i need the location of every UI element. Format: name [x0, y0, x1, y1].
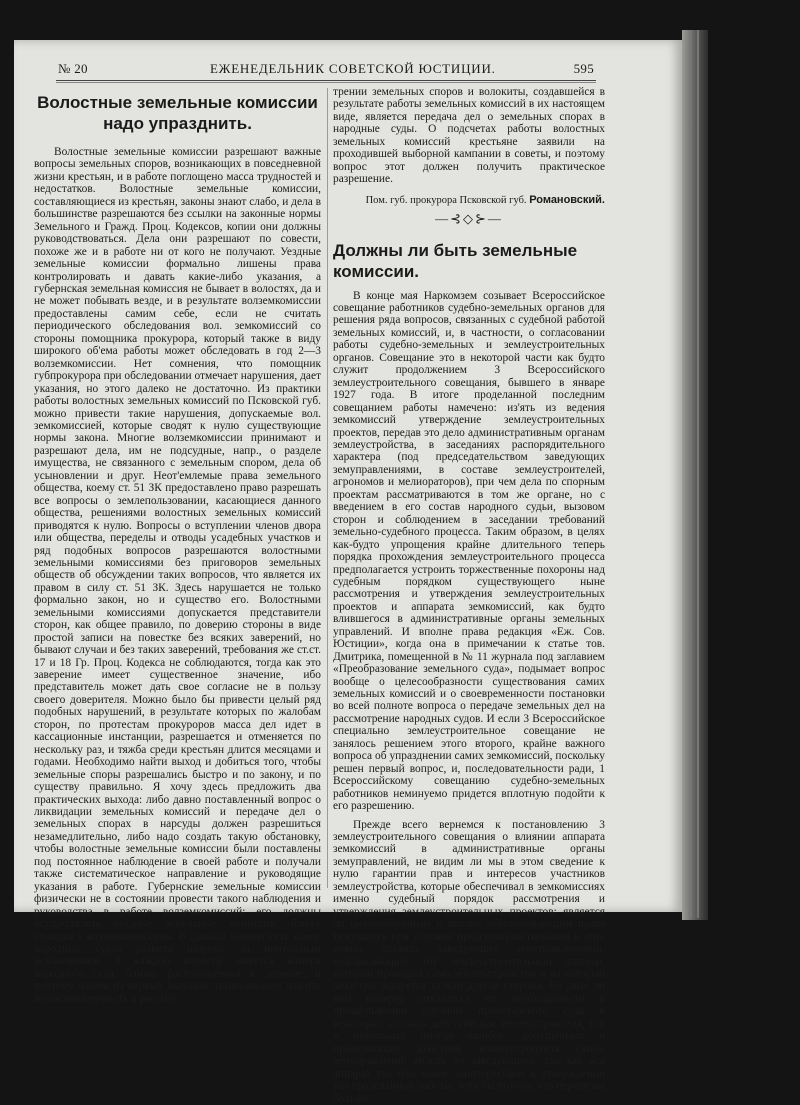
- page-edge-line: [690, 30, 692, 918]
- journal-title: ЕЖЕНЕДЕЛЬНИК СОВЕТСКОЙ ЮСТИЦИИ.: [210, 61, 496, 76]
- right-column: [333, 86, 605, 1105]
- column-divider: [327, 88, 328, 888]
- section-ornament: —⊰◇⊱—: [435, 211, 503, 227]
- article-paragraph: В конце мая Наркомзем созывает Всероссийское совещание работников судебно-земельных органов для решения ряда вопросов, связанных с судебной работой земельных комиссий, и, в частности, о согласовании работы судебно-земельных и землеустроительных органов. Совещание это в некоторой части как будто служит продолжением 3 Всероссийского землеустроительного совещания, бывшего в январе 1927 года. В итоге проделанной последним совещанием работы намечено: из'ять из ведения земкомиссий утверждение землеустроительных проектов, передав это дело административным органам землеустройства, в заседаниях распорядительного характера (под председательством заведующих земуправлениями, в составе землеустроителей, агрономов и мелиораторов), при чем дела по спорным проектам рассматриваются в том же органе, но с введением в его состав народного судьи, вызовом сторон и соблюдением в заседании требований земельно-судебного процесса. Таким образом, в целях как-будто упрощения крайне длительного теперь порядка прохождения землеустроительного процесса предполагается устроить торжественные похороны над судебным порядком существующего ныне рассмотрения и утверждения землеустроительных проектов и аппарата земкомиссий, как будто влившегося в административные органы земельных управлений. И вполне права редакция «Еж. Сов. Юстиции», когда она в примечании к статье тов. Дмитрика, помещенной в № 11 журнала под заглавием «Преобразование земельного суда», подымает вопрос вообще о целесообразности существования самих земельных комиссий и о своевременности постановки во всей полноте вопроса о передаче земельных дел на рассмотрение народных судов. И если 3 Всероссийское специально землеустроительное совещание не занялось решением этого второго, крайне важного вопроса об упразднении самих земкомиссий, поскольку решен первый вопрос, и, последовательности ради, 1 Всероссийскому совещанию судебно-земельных работников неминуемо придется вплотную подойти к его разрешению.: [333, 289, 605, 813]
- issue-number: № 20: [58, 61, 88, 76]
- book-spine: [682, 30, 708, 920]
- signature-position: Пом. губ. прокурора Псковской губ.: [365, 194, 527, 206]
- signature-name: Романовский.: [529, 193, 605, 206]
- left-column: [34, 86, 321, 1005]
- header-rule: [56, 80, 596, 81]
- page-edge-line: [697, 30, 699, 918]
- article-paragraph: Прежде всего вернемся к постановлению 3 землеустроительного совещания о влиянии аппарата земкомиссий в административные органы земуправлений, не видим ли мы в этом сведение к нулю гарантии прав и интересов участников землеустройства, которые обеспечивал в земкомиссиях именно судебный порядок рассмотрения и утверждения землеустроительных проектов; является ли целесообразным и вполне обеспечивающим права тяжущихся при условии председательствования в этих новых органах заведующих земуправлениями, возглавляющих тот землеустроительный аппарат, который проводил само землеустройство и на который зачастую жалуется та или другая сторона. Не рано ли нам наперед отказаться от необходимости в прощупывании органом пролетарского суда в некоторых случаях действий как землеустроителя, так и невольных иногда ошибок, допущенных и проверяющих действия землеустроителя самих земуправлений вплоть до заведующего, так как вся аппарат так или иначе заинтересован в утверждении раз проделанной работы, хотя бы потому, что переделка больно: [333, 818, 605, 1105]
- running-header: [58, 61, 594, 79]
- article-continuation: трении земельных споров и волокиты, создавшейся в результате работы земельных комиссий в их настоящем виде, является передача дел о земельных спорах в народные суды. О подсчетах работы волостных земельных комиссий крестьяне заявили на проходившей выборной кампании в советы, и поэтому вопрос этот должен получить практическое разрешение.: [333, 86, 605, 186]
- author-signature: [333, 194, 605, 207]
- article-title: Должны ли быть земельные комиссии.: [333, 240, 578, 281]
- page-number: 595: [573, 61, 594, 76]
- article-title: Волостные земельные комиссии надо упразднить.: [37, 93, 318, 133]
- header-rule-thin: [56, 82, 596, 83]
- article-paragraph: Волостные земельные комиссии разрешают важные вопросы земельных споров, возникающих в повседневной жизни крестьян, и в работе поглощено масса трудностей и недостатков. Волостные земельные комиссии, составляющиеся из крестьян, законы знают слабо, и дела в большинстве разрешаются без ссылки на законные нормы Земельного и Гражд. Проц. Кодексов, копии они должны руководствоваться. Дела они разрешают по совести, похоже же и в работе ни от кого не получают. Уездные земельные комиссии формально лишены права контролировать и давать какие-либо указания, а губернская земельная комиссия не бывает в волостях, да и не может побывать везде, и в результате волземкомиссии предоставлены самим себе, если не считать периодического обследования вол. земкомиссий со стороны помощника прокурора, который также в виду широкого об'ема работы может обследовать в год 2—3 волземкомиссии. Нет сомнения, что помощник губпрокурора при обследовании отмечает нарушения, дает указания, но этого далеко не достаточно. Из практики работы волостных земельных комиссий по Псковской губ. можно привести такие нарушения, допускаемые вол. земкомиссией, которые сводят к нулю существующие нормы закона. Многие волземкомиссии принимают и разрешают дела, им не подсудные, напр., о разделе имущества, не связанного с земельным спором, дела об усыновлении и друг. Неот'емлемые права земельного общества, коему ст. 51 ЗК предоставлено право разрешать все вопросы о землепользовании, касающиеся данного общества, решениями волостных земельных комиссий приводятся к нулю. Вопросы о вступлении членов двора или общества, переделы и отводы усадебных участков и ряд подобных вопросов разрешаются волостными земельными комиссиями без приговоров земельных обществ об обсуждении таких вопросов, что является их правом в силу ст. 51 ЗК. Здесь нарушается не только формально закон, но и существо его. Волостными земельными комиссиями допускается представители сторон, как общее правило, по доверию стороны в виде простой записи на повестке без всяких заверений, но бывают случаи и без таких заверений, требования же ст.ст. 17 и 18 Гр. Проц. Кодекса не соблюдаются, тогда как это заверение имеет существенное значение, ибо представитель может дать свое согласие не в пользу своего доверителя. Можно было бы привести целый ряд подобных нарушений, в результате которых по жалобам сторон, по протестам прокуроров масса дел идет в кассационные инстанции, разрешается и отменяется по нескольку раз, и тяжба среди крестьян длится месяцами и годами. Необходимо найти выход и добиться того, чтобы земельные споры разрешались быстро и по закону, и по существу правильно. Я хочу здесь предложить два практических выхода: либо давно поставленный вопрос о ликвидации земельных комиссий и передаче дел о земельных спорах в нарсуды должен разрешиться незамедлительно, либо надо создать такую обстановку, чтобы волостные земельные комиссии были поставлены под постоянное наблюдение в своей работе и получали также систематическое направление и руководящие указания в работе. Губернские земельные комиссии физически не в состоянии провести такого наблюдения и руководства в работе волземкомиссий; его должны осуществлять уездные земельные комиссии, ближе стоящие к волземкомиссиям. В данный момент сеть камер народных судов развита широко, за ничтожным исключением, в каждой волости имеется камера народного суда, близко расположенная к деревне, и поэтому одним из первых выходов, позволяющих изжить незаконномерность в рассмо-: [34, 146, 321, 1005]
